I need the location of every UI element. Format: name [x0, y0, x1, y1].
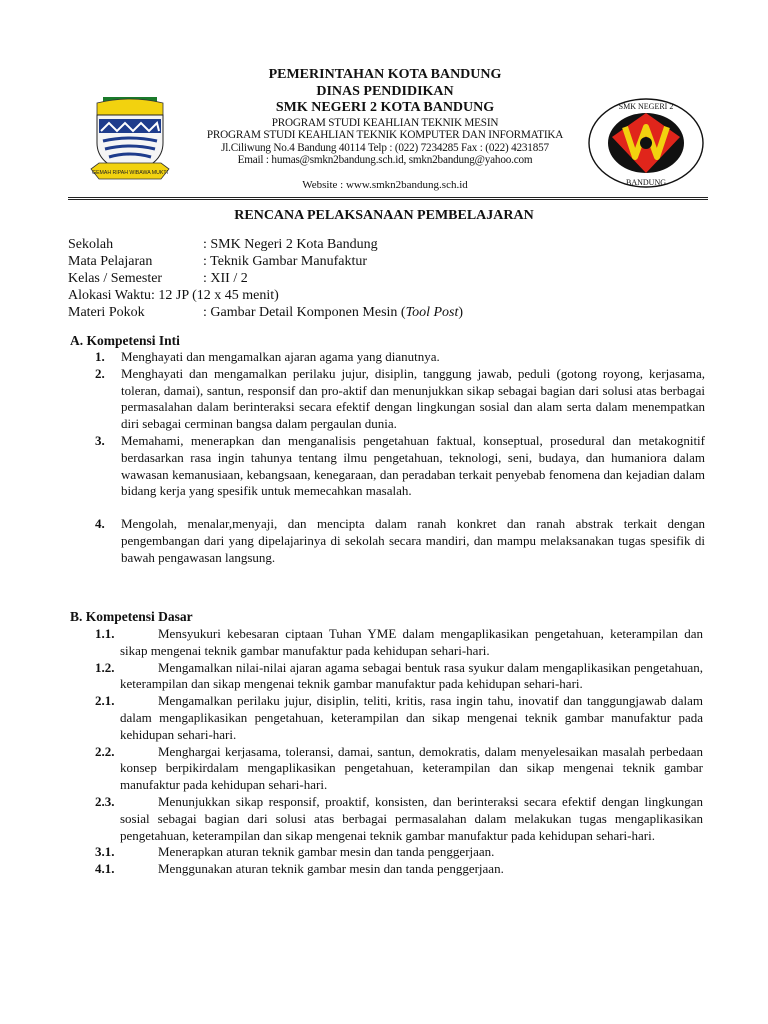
- ki-list: [95, 349, 705, 567]
- list-item: [95, 516, 705, 566]
- smk-negeri-2-emblem-icon: [585, 97, 707, 189]
- item-text: Mengolah, menalar,menyaji, dan mencipta dalam ranah konkret dan ranah abstrak terkait dengan pengembangan dari yang dipelajarinya di sekolah secara mandiri, dan mampu melaksanakan tugas spesifik di bawah pengawasan langsung.: [121, 516, 705, 565]
- bandung-coat-of-arms-icon: [85, 93, 175, 185]
- list-item: [95, 744, 703, 794]
- identity-row: [68, 287, 463, 304]
- list-item: [95, 660, 703, 694]
- identity-value: [203, 304, 463, 321]
- section-heading-kd: B. Kompetensi Dasar: [70, 609, 193, 624]
- lesson-identity: [68, 236, 463, 321]
- identity-key: Mata Pelajaran: [68, 254, 153, 269]
- identity-key: Kelas / Semester: [68, 271, 163, 286]
- item-number: 1.: [95, 349, 105, 364]
- item-number: 4.1.: [95, 861, 115, 877]
- item-text: Menghayati dan mengamalkan perilaku jujur, disiplin, tanggung jawab, peduli (gotong royong, kerjasama, toleran, damai), santun, responsif dan pro-aktif dan menunjukkan sikap sebagai bagian dari solusi atas berbagai permasalahan dalam berinteraksi secara efektif dengan lingkungan sosial dan alam serta dalam menempatkan diri sebagai cerminan bangsa dalam pergaulan dunia.: [121, 365, 705, 432]
- item-number: 2.2.: [95, 743, 115, 759]
- item-number: 1.1.: [95, 626, 115, 641]
- item-number: 2.: [95, 365, 105, 381]
- list-item: [95, 349, 705, 366]
- emblem-top-text: SMK NEGERI 2: [618, 102, 674, 111]
- identity-key: Materi Pokok: [68, 305, 145, 320]
- item-text: Mengamalkan perilaku jujur, disiplin, teliti, kritis, rasa ingin tahu, inovatif dan tanggungjawab dalam dalam mengaplikasikan pengetahuan, keterampilan dan sikap mengenai teknik gambar manufaktur pada kehidupan sehari-hari.: [120, 693, 703, 742]
- list-item: [95, 861, 703, 878]
- item-number: 2.3.: [95, 793, 115, 809]
- list-item: [95, 626, 703, 660]
- identity-key: Alokasi Waktu: [68, 288, 151, 303]
- item-text: Mengamalkan nilai-nilai ajaran agama sebagai bentuk rasa syukur dalam mengaplikasikan pengetahuan, keterampilan dan sikap mengenai teknik gambar manufaktur pada kehidupan sehari-hari.: [120, 659, 703, 692]
- header-divider: [68, 197, 708, 198]
- materi-suffix: ): [458, 305, 464, 320]
- document-title: RENCANA PELAKSANAAN PEMBELAJARAN: [234, 208, 534, 223]
- program-mesin: PROGRAM STUDI KEAHLIAN TEKNIK MESIN: [271, 116, 499, 129]
- logo-motto: GEMAH RIPAH WIBAWA MUKTI: [92, 170, 168, 176]
- item-text: Mensyukuri kebesaran ciptaan Tuhan YME dalam mengaplikasikan pengetahuan, keterampilan dan sikap mengenai teknik gambar manufaktur pada kehidupan sehari-hari.: [120, 626, 703, 658]
- section-heading-ki: A. Kompetensi Inti: [70, 333, 180, 348]
- program-komputer: PROGRAM STUDI KEAHLIAN TEKNIK KOMPUTER DAN INFORMATIKA: [206, 129, 564, 142]
- agency-name: DINAS PENDIDIKAN: [316, 83, 454, 99]
- list-item: [95, 433, 705, 500]
- item-number: 1.2.: [95, 659, 115, 675]
- item-text: Memahami, menerapkan dan menganalisis pengetahuan faktual, konseptual, prosedural dan metakognitif berdasarkan rasa ingin tahunya tentang ilmu pengetahuan, teknologi, seni, budaya, dan humaniora dalam wawasan kemanusiaan, kebangsaan, kenegaraan, dan peradaban terkait penyebab fenomena dan kejadian dalam bidang kerja yang spesifik untuk memecahkan masalah.: [121, 432, 705, 499]
- materi-italic: Tool Post: [405, 305, 459, 320]
- item-number: 2.1.: [95, 693, 115, 709]
- government-name: PEMERINTAHAN KOTA BANDUNG: [268, 67, 502, 82]
- letterhead: [0, 0, 768, 200]
- identity-key: Sekolah: [68, 237, 114, 252]
- identity-row: [68, 304, 463, 321]
- identity-row: [68, 253, 463, 270]
- identity-value: : XII / 2: [203, 271, 248, 286]
- item-text: Menghayati dan mengamalkan ajaran agama yang dianutnya.: [121, 349, 440, 364]
- list-item: [95, 844, 703, 861]
- item-number: 4.: [95, 516, 105, 532]
- item-text: Menghargai kerjasama, toleransi, damai, santun, demokratis, dalam menyelesaikan masalah perbedaan konsep berpikirdalam mengaplikasikan pengetahuan, keterampilan dan sikap mengenai teknik gambar manufaktur pada kehidupan sehari-hari.: [120, 743, 703, 793]
- item-number: 3.: [95, 432, 105, 448]
- list-item: [95, 693, 703, 743]
- identity-value: : Teknik Gambar Manufaktur: [203, 254, 367, 269]
- kd-list: [95, 626, 703, 878]
- item-text: Menerapkan aturan teknik gambar mesin dan tanda penggerjaan.: [158, 844, 495, 860]
- header-divider-thin: [68, 199, 708, 200]
- letterhead-text: [180, 67, 590, 192]
- item-text: Menggunakan aturan teknik gambar mesin dan tanda penggerjaan.: [158, 861, 504, 877]
- identity-row: [68, 270, 463, 287]
- list-item: [95, 794, 703, 844]
- emblem-bottom-text: BANDUNG: [626, 178, 666, 187]
- school-address: Jl.Ciliwung No.4 Bandung 40114 Telp : (022) 7234285 Fax : (022) 4231857: [221, 141, 549, 154]
- list-item: [95, 366, 705, 433]
- materi-text: : Gambar Detail Komponen Mesin (: [203, 305, 406, 320]
- school-website: Website : www.smkn2bandung.sch.id: [302, 178, 468, 191]
- school-email: Email : humas@smkn2bandung.sch.id, smkn2bandung@yahoo.com: [237, 154, 533, 167]
- identity-value: : 12 JP (12 x 45 menit): [151, 288, 279, 303]
- school-name: SMK NEGERI 2 KOTA BANDUNG: [275, 100, 495, 115]
- identity-value: : SMK Negeri 2 Kota Bandung: [203, 237, 378, 252]
- identity-row: [68, 236, 463, 253]
- item-text: Menunjukkan sikap responsif, proaktif, konsisten, dan berinteraksi secara efektif dengan lingkungan sosial sebagai bagian dari solusi atas berbagai permasalahan dalam melakukan tugas mengaplikasikan pengetahuan, keterampilan dan sikap mengenai teknik gambar manufaktur pada kehidupan sehari-hari.: [120, 793, 703, 843]
- item-number: 3.1.: [95, 844, 115, 860]
